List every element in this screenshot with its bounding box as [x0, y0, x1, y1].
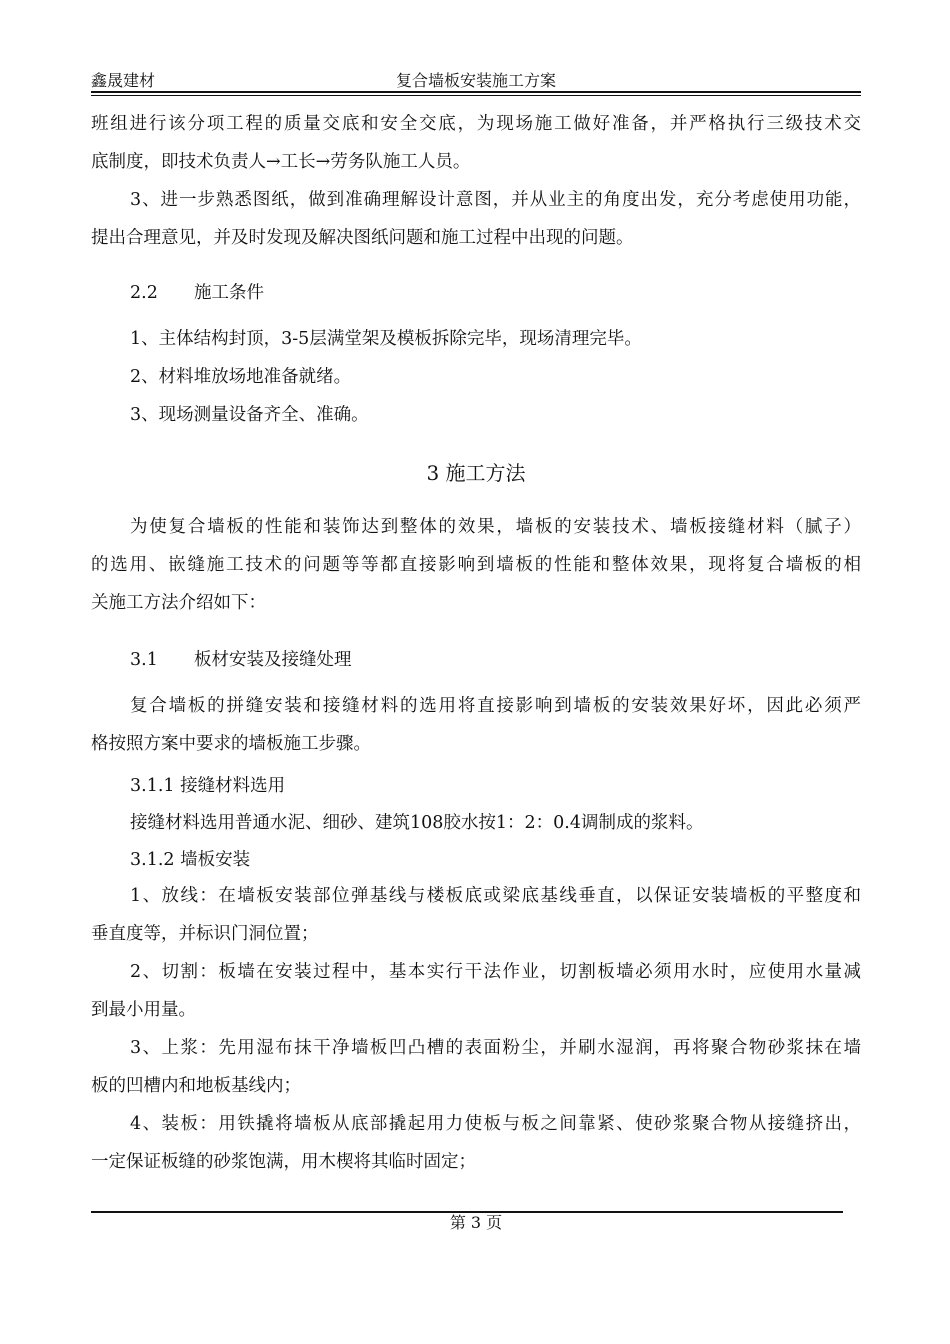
paragraph-line: 4、装板：用铁撬将墙板从底部撬起用力使板与板之间靠紧、使砂浆聚合物从接缝挤出，: [130, 1114, 861, 1134]
paragraph-line: 板的凹槽内和地板基线内；: [91, 1076, 301, 1096]
section-heading-2-2: [130, 281, 861, 305]
paragraph-line: 3、上浆：先用湿布抹干净墙板凹凸槽的表面粉尘，并刷水湿润，再将聚合物砂浆抹在墙: [130, 1038, 861, 1058]
header-title: 复合墙板安装施工方案: [395, 71, 556, 90]
paragraph-line: 3、现场测量设备齐全、准确。: [130, 405, 369, 425]
page-number: 第 3 页: [449, 1213, 503, 1232]
section-title: 板材安装及接缝处理: [194, 650, 352, 670]
header-company: 鑫晟建材: [91, 71, 156, 90]
paragraph-line: 班组进行该分项工程的质量交底和安全交底，为现场施工做好准备，并严格执行三级技术交: [91, 114, 861, 134]
section-heading-3-1-1: 3.1.1 接缝材料选用: [130, 776, 286, 796]
paragraph-line: 提出合理意见，并及时发现及解决图纸问题和施工过程中出现的问题。: [91, 228, 634, 248]
section-number: 2.2: [130, 283, 158, 303]
paragraph-line: 接缝材料选用普通水泥、细砂、建筑108胶水按1：2：0.4调制成的浆料。: [130, 813, 704, 833]
section-number: 3.1: [130, 650, 158, 670]
section-heading-3-1: [130, 648, 861, 672]
paragraph-line: 一定保证板缝的砂浆饱满，用木楔将其临时固定；: [91, 1152, 476, 1172]
paragraph-line: 的选用、嵌缝施工技术的问题等等都直接影响到墙板的性能和整体效果，现将复合墙板的相: [91, 555, 861, 575]
paragraph-line: 3、进一步熟悉图纸，做到准确理解设计意图，并从业主的角度出发，充分考虑使用功能，: [130, 190, 861, 210]
paragraph-line: 2、材料堆放场地准备就绪。: [130, 367, 352, 387]
section-heading-3-1-2: 3.1.2 墙板安装: [130, 850, 251, 870]
paragraph-line: 2、切割：板墙在安装过程中，基本实行干法作业，切割板墙必须用水时，应使用水量减: [130, 962, 861, 982]
paragraph-line: 底制度，即技术负责人→工长→劳务队施工人员。: [91, 152, 471, 172]
paragraph-line: 格按照方案中要求的墙板施工步骤。: [91, 734, 371, 754]
paragraph-line: 到最小用量。: [91, 1000, 196, 1020]
paragraph-line: 关施工方法介绍如下：: [91, 593, 266, 613]
paragraph-line: 复合墙板的拼缝安装和接缝材料的选用将直接影响到墙板的安装效果好坏，因此必须严: [130, 696, 861, 716]
header-rule-thin: [91, 95, 861, 96]
paragraph-line: 1、放线：在墙板安装部位弹基线与楼板底或梁底基线垂直，以保证安装墙板的平整度和: [130, 886, 861, 906]
page-header: [91, 64, 861, 92]
header-rule: [91, 91, 861, 93]
section-heading-3: 3 施工方法: [426, 461, 526, 485]
section-title: 施工条件: [194, 283, 264, 303]
paragraph-line: 垂直度等，并标识门洞位置；: [91, 924, 319, 944]
paragraph-line: 为使复合墙板的性能和装饰达到整体的效果，墙板的安装技术、墙板接缝材料（腻子）: [130, 517, 861, 537]
paragraph-line: 1、主体结构封顶，3-5层满堂架及模板拆除完毕，现场清理完毕。: [130, 329, 642, 349]
